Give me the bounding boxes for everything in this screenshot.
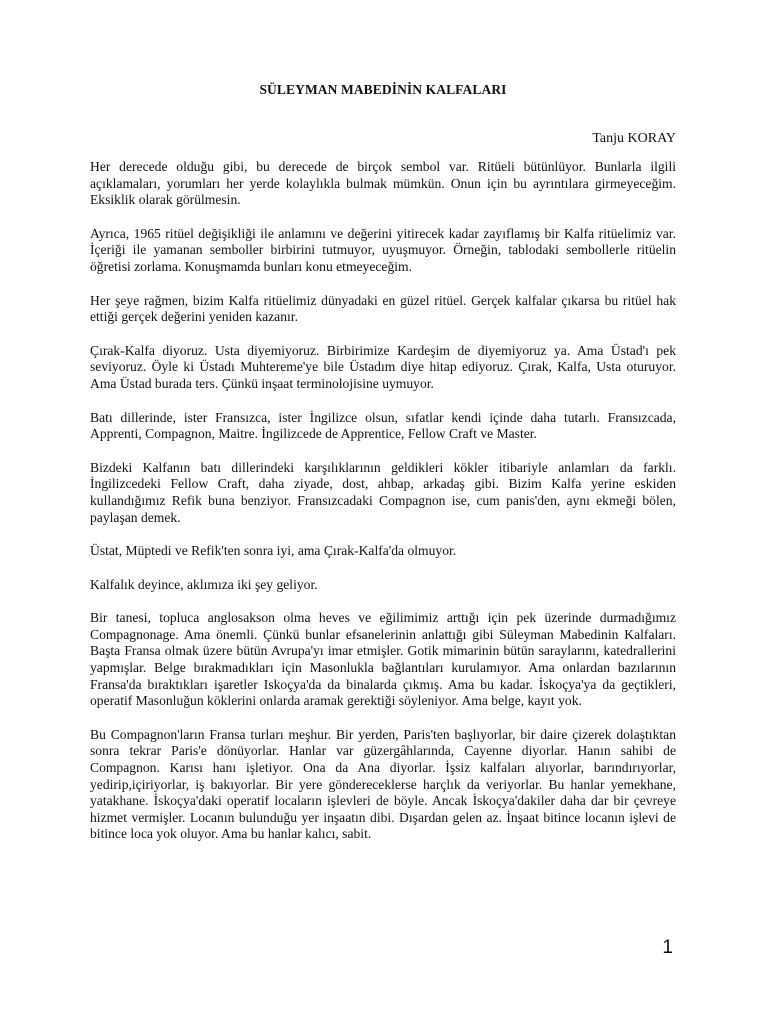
paragraph: Her derecede olduğu gibi, bu derecede de birçok sembol var. Ritüeli bütünlüyor. Bunlarla ilgili açıklamaları, yorumları her yerde kolaylıkla bulmak mümkün. Onun için bu ayrıntılara girmeyeceğim. Eksiklik olarak görülmesin. bbox=[90, 159, 676, 208]
document-title: SÜLEYMAN MABEDİNİN KALFALARI bbox=[259, 82, 507, 97]
paragraph: Bizdeki Kalfanın batı dillerindeki karşılıklarının geldikleri kökler itibariyle anlamları da farklı. İngilizcedeki Fellow Craft, daha ziyade, dost, ahbap, arkadaş gibi. Bizim Kalfa yerine eskiden kullandığımız Refik buna benziyor. Fransızcadaki Compagnon ise, cum panis'den, aynı ekmeği bölen, paylaşan demek. bbox=[90, 459, 676, 525]
document-page bbox=[90, 82, 676, 860]
paragraph: Ayrıca, 1965 ritüel değişikliği ile anlamını ve değerini yitirecek kadar zayıflamış bir Kalfa ritüelimiz var. İçeriği ile yamanan semboller birbirini tutmuyor, uyuşmuyor. Örneğin, tablodaki sembollerle ritüelin öğretisi zorlama. Konuşmamda bunları konu etmeyeceğim. bbox=[90, 225, 676, 274]
paragraph: Kalfalık deyince, aklımıza iki şey geliyor. bbox=[90, 576, 318, 592]
paragraph: Bu Compagnon'ların Fransa turları meşhur. Bir yerden, Paris'ten başlıyorlar, bir daire çizerek dolaştıktan sonra tekrar Paris'e dönüyorlar. Hanlar var güzergâhlarında, Cayenne diyorlar. Hanın sahibi de Compagnon. Karısı hanı işletiyor. Ona da Ana diyorlar. İşsiz kalfaları alıyorlar, barındırıyorlar, yedirip,içiriyorlar, iş bakıyorlar. Bir yere göndereceklerse harçlık da veriyorlar. Bu hanlar yemekhane, yatakhane. İskoçya'daki operatif locaların işlevleri de böyle. Ancak İskoçya'dakiler daha dar bir çevreye hizmet vermişler. Locanın bulunduğu yer inşaatın dibi. Dışardan gelen az. İnşaat bitince locanın işlevi de bitince loca yok oluyor. Ama bu hanlar kalıcı, sabit. bbox=[90, 726, 676, 842]
paragraph: Batı dillerinde, ister Fransızca, ister İngilizce olsun, sıfatlar kendi içinde daha tutarlı. Fransızcada, Apprenti, Compagnon, Maitre. İngilizcede de Apprentice, Fellow Craft ve Master. bbox=[90, 409, 676, 442]
page-number: 1 bbox=[662, 937, 673, 958]
author-name: Tanju KORAY bbox=[592, 131, 676, 146]
paragraph: Bir tanesi, topluca anglosakson olma heves ve eğilimimiz arttığı için pek üzerinde durmadığımız Compagnonage. Ama önemli. Çünkü bunlar efsanelerinin anlattığı gibi Süleyman Mabedinin Kalfaları. Başta Fransa olmak üzere bütün Avrupa'yı imar etmişler. Gotik mimarinin bütün saraylarını, katedrallerini yapmışlar. Belge bırakmadıkları için Masonlukla bağlantıları kurulamıyor. Ama onlardan bazılarının Fransa'da bıraktıkları işaretler Iskoçya'da da binalarda çıkmış. Ama bu kadar. İskoçya'ya da geçtikleri, operatif Masonluğun köklerini onlarda aramak gerektiği söyleniyor. Ama belge, kayıt yok. bbox=[90, 610, 676, 709]
paragraph: Çırak-Kalfa diyoruz. Usta diyemiyoruz. Birbirimize Kardeşim de diyemiyoruz ya. Ama Üstad'ı pek seviyoruz. Öyle ki Üstadı Muhtereme'ye bile Üstadım diye hitap ediyoruz. Çırak, Kalfa, Usta oturuyor. Ama Üstad burada ters. Çünkü inşaat terminolojisine uymuyor. bbox=[90, 342, 676, 391]
paragraph: Her şeye rağmen, bizim Kalfa ritüelimiz dünyadaki en güzel ritüel. Gerçek kalfalar çıkarsa bu ritüel hak ettiği gerçek değerini yeniden kazanır. bbox=[90, 292, 676, 325]
paragraph: Üstat, Müptedi ve Refik'ten sonra iyi, ama Çırak-Kalfa'da olmuyor. bbox=[90, 543, 457, 559]
